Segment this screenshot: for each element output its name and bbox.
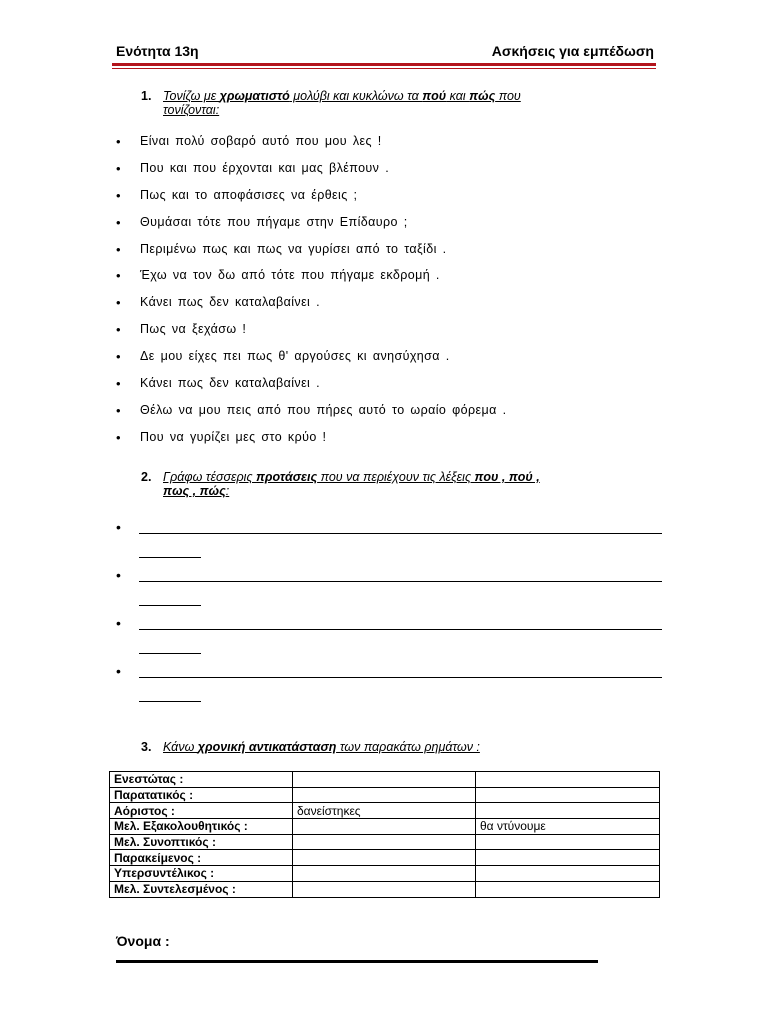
table-row bbox=[110, 834, 660, 850]
ex2-text-a: Γράφω τέσσερις bbox=[163, 470, 257, 484]
answer-line-2[interactable] bbox=[116, 567, 656, 615]
table-cell[interactable] bbox=[293, 881, 476, 897]
table-cell[interactable]: θα ντύνουμε bbox=[476, 819, 660, 835]
table-cell[interactable] bbox=[476, 787, 660, 803]
answer-underline-short bbox=[139, 701, 201, 702]
answer-line-1[interactable] bbox=[116, 519, 656, 567]
tense-label: Μελ. Εξακολουθητικός : bbox=[110, 819, 293, 835]
answer-underline bbox=[139, 581, 662, 582]
ex2-bold-b: που , πού , bbox=[474, 470, 540, 484]
name-field[interactable] bbox=[116, 960, 598, 963]
list-item: • Είναι πολύ σοβαρό αυτό που μου λες ! bbox=[116, 133, 506, 160]
table-cell[interactable] bbox=[293, 850, 476, 866]
conjugation-table bbox=[109, 771, 660, 898]
exercise-2-title-line2 bbox=[141, 484, 540, 498]
table-row bbox=[110, 787, 660, 803]
table-row bbox=[110, 850, 660, 866]
list-item: • Που να γυρίζει μες στο κρύο ! bbox=[116, 429, 506, 456]
answer-underline-short bbox=[139, 653, 201, 654]
answer-line-3[interactable] bbox=[116, 615, 656, 663]
ex1-text-a: Τονίζω με bbox=[163, 89, 220, 103]
unit-title: Ενότητα 13η bbox=[116, 43, 199, 59]
exercise-1-number: 1. bbox=[141, 89, 152, 103]
table-cell[interactable] bbox=[476, 772, 660, 788]
tense-label: Ενεστώτας : bbox=[110, 772, 293, 788]
table-cell[interactable] bbox=[293, 772, 476, 788]
section-title: Ασκήσεις για εμπέδωση bbox=[491, 43, 654, 59]
ex3-bold-a: χρονική αντικατάσταση bbox=[197, 740, 337, 754]
table-cell[interactable] bbox=[476, 866, 660, 882]
exercise-2-number: 2. bbox=[141, 470, 152, 484]
ex3-text-a: Κάνω bbox=[163, 740, 198, 754]
answer-underline bbox=[139, 533, 662, 534]
table-row bbox=[110, 772, 660, 788]
ex2-text-b: που να περιέχουν τις λέξεις bbox=[317, 470, 475, 484]
table-cell[interactable] bbox=[476, 803, 660, 819]
table-cell[interactable] bbox=[476, 834, 660, 850]
list-item: • Κάνει πως δεν καταλαβαίνει . bbox=[116, 294, 506, 321]
ex1-bold-b: πού bbox=[422, 89, 447, 103]
tense-label: Παρακείμενος : bbox=[110, 850, 293, 866]
bullet-icon: • bbox=[116, 567, 121, 583]
table-cell[interactable] bbox=[476, 850, 660, 866]
table-cell[interactable] bbox=[293, 834, 476, 850]
table-row bbox=[110, 866, 660, 882]
ex2-text-c: : bbox=[225, 484, 230, 498]
page-header bbox=[116, 43, 654, 63]
table-cell[interactable] bbox=[476, 881, 660, 897]
list-item: • Πως και το αποφάσισες να έρθεις ; bbox=[116, 187, 506, 214]
table-cell[interactable] bbox=[293, 787, 476, 803]
list-item: • Θυμάσαι τότε που πήγαμε στην Επίδαυρο ; bbox=[116, 214, 506, 241]
list-item: • Κάνει πως δεν καταλαβαίνει . bbox=[116, 375, 506, 402]
list-item: • Που και που έρχονται και μας βλέπουν . bbox=[116, 160, 506, 187]
exercise-1-title bbox=[141, 89, 521, 117]
table-cell[interactable] bbox=[293, 819, 476, 835]
ex1-bold-c: πώς bbox=[469, 89, 496, 103]
ex1-text-b: μολύβι και κυκλώνω τα bbox=[289, 89, 423, 103]
ex2-bold-c: πως , πώς bbox=[163, 484, 226, 498]
ex1-text-c: και bbox=[446, 89, 470, 103]
answer-line-4[interactable] bbox=[116, 663, 656, 711]
list-item: • Πως να ξεχάσω ! bbox=[116, 321, 506, 348]
exercise-1-sentences bbox=[116, 133, 506, 456]
name-label: Όνομα : bbox=[116, 933, 170, 949]
bullet-icon: • bbox=[116, 663, 121, 679]
tense-label: Μελ. Συντελεσμένος : bbox=[110, 881, 293, 897]
header-rule-thick bbox=[112, 63, 656, 66]
answer-underline bbox=[139, 629, 662, 630]
list-item: • Θέλω να μου πεις από που πήρες αυτό το ωραίο φόρεμα . bbox=[116, 402, 506, 429]
ex2-bold-a: προτάσεις bbox=[256, 470, 318, 484]
list-item: • Δε μου είχες πει πως θ' αργούσες κι ανησύχησα . bbox=[116, 348, 506, 375]
list-item: • Περιμένω πως και πως να γυρίσει από το ταξίδι . bbox=[116, 241, 506, 268]
table-cell[interactable] bbox=[293, 866, 476, 882]
exercise-3-title bbox=[141, 740, 480, 754]
answer-underline-short bbox=[139, 557, 201, 558]
ex1-bold-a: χρωματιστό bbox=[219, 89, 290, 103]
table-cell[interactable]: δανείστηκες bbox=[293, 803, 476, 819]
answer-underline-short bbox=[139, 605, 201, 606]
tense-label: Υπερσυντέλικος : bbox=[110, 866, 293, 882]
exercise-3-number: 3. bbox=[141, 740, 152, 754]
table-row bbox=[110, 881, 660, 897]
tense-label: Αόριστος : bbox=[110, 803, 293, 819]
tense-label: Μελ. Συνοπτικός : bbox=[110, 834, 293, 850]
ex1-text-d: που bbox=[495, 89, 521, 103]
table-row bbox=[110, 803, 660, 819]
exercise-2-title bbox=[141, 470, 540, 498]
tense-label: Παρατατικός : bbox=[110, 787, 293, 803]
ex3-text-b: των παρακάτω ρημάτων : bbox=[336, 740, 480, 754]
bullet-icon: • bbox=[116, 519, 121, 535]
list-item: • Έχω να τον δω από τότε που πήγαμε εκδρομή . bbox=[116, 267, 506, 294]
exercise-1-title-line2: τονίζονται: bbox=[163, 103, 220, 117]
table-row bbox=[110, 819, 660, 835]
header-rule-thin bbox=[112, 68, 656, 69]
answer-underline bbox=[139, 677, 662, 678]
bullet-icon: • bbox=[116, 615, 121, 631]
